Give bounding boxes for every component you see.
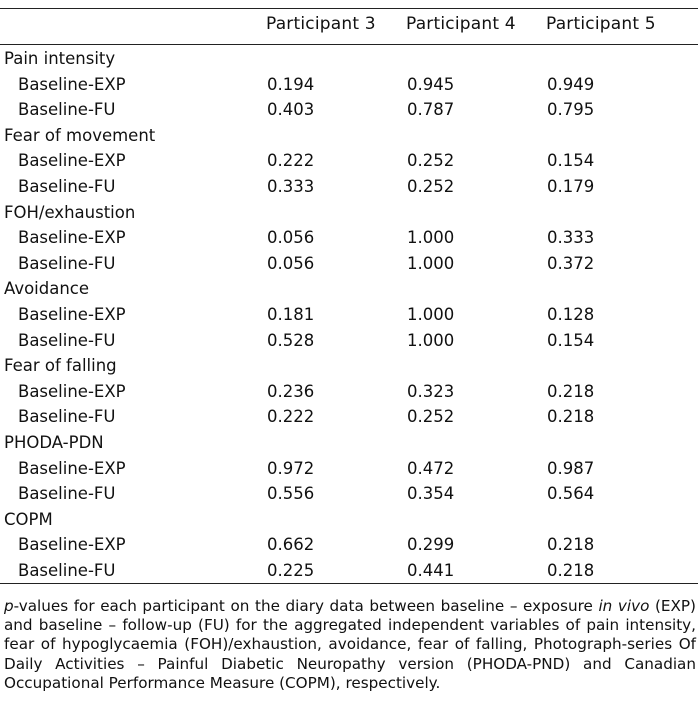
row-label: Baseline-EXP bbox=[18, 381, 126, 401]
table-cell: 0.218 bbox=[547, 535, 595, 555]
column-header-participant-3: Participant 3 bbox=[266, 14, 376, 34]
row-label: Baseline-EXP bbox=[18, 228, 126, 248]
row-label: Baseline-FU bbox=[18, 253, 116, 273]
table-cell: 0.056 bbox=[267, 228, 315, 248]
table-cell: 0.441 bbox=[407, 561, 455, 580]
table-cell: 1.000 bbox=[407, 330, 455, 350]
group-label: Avoidance bbox=[4, 279, 90, 299]
table-cell: 0.128 bbox=[547, 305, 595, 324]
row-label: Baseline-EXP bbox=[18, 74, 126, 94]
table-cell: 0.194 bbox=[267, 74, 315, 94]
table-cell: 0.218 bbox=[547, 407, 595, 427]
table-cell: 1.000 bbox=[407, 228, 455, 248]
table-cell: 0.564 bbox=[547, 484, 595, 504]
group-label: Fear of falling bbox=[4, 356, 117, 376]
table-cell: 1.000 bbox=[407, 253, 455, 273]
caption-in-vivo-italic: in vivo bbox=[598, 597, 650, 615]
table-cell: 0.556 bbox=[267, 484, 315, 504]
table-cell: 0.222 bbox=[267, 151, 315, 171]
table-cell: 0.154 bbox=[547, 330, 595, 350]
row-label: Baseline-FU bbox=[18, 407, 116, 427]
table-cell: 0.795 bbox=[547, 100, 595, 120]
table-cell: 0.222 bbox=[267, 407, 315, 427]
table-cell: 0.299 bbox=[407, 535, 455, 555]
table-cell: 0.972 bbox=[267, 458, 315, 478]
table-cell: 0.528 bbox=[267, 330, 315, 350]
group-label: FOH/exhaustion bbox=[4, 202, 136, 222]
row-label: Baseline-FU bbox=[18, 330, 116, 350]
table-cell: 0.662 bbox=[267, 535, 315, 555]
table-cell: 0.403 bbox=[267, 100, 315, 120]
row-label: Baseline-FU bbox=[18, 561, 116, 580]
caption-p-italic: p bbox=[4, 597, 14, 615]
table-cell: 0.056 bbox=[267, 253, 315, 273]
table-cell: 0.252 bbox=[407, 151, 455, 171]
table-cell: 0.472 bbox=[407, 458, 455, 478]
table-cell: 0.372 bbox=[547, 253, 595, 273]
header-rule bbox=[0, 44, 698, 45]
row-label: Baseline-FU bbox=[18, 177, 116, 196]
table-cell: 0.787 bbox=[407, 100, 455, 120]
row-label: Baseline-FU bbox=[18, 100, 116, 120]
table-caption bbox=[4, 597, 696, 693]
group-label: Fear of movement bbox=[4, 125, 156, 145]
table-cell: 0.949 bbox=[547, 74, 595, 94]
group-label: Pain intensity bbox=[4, 49, 116, 68]
table-cell: 0.945 bbox=[407, 74, 455, 94]
top-rule bbox=[0, 8, 698, 9]
group-label: COPM bbox=[4, 509, 53, 529]
row-label: Baseline-EXP bbox=[18, 151, 126, 171]
table-cell: 0.252 bbox=[407, 177, 455, 196]
table-cell: 0.218 bbox=[547, 381, 595, 401]
table-cell: 0.236 bbox=[267, 381, 315, 401]
column-header-participant-4: Participant 4 bbox=[406, 14, 516, 34]
caption-text-1: -values for each participant on the diary data between baseline – exposure bbox=[13, 597, 599, 615]
table-cell: 0.218 bbox=[547, 561, 595, 580]
row-label: Baseline-FU bbox=[18, 484, 116, 504]
table-cell: 0.354 bbox=[407, 484, 455, 504]
table-cell: 0.225 bbox=[267, 561, 315, 580]
table-cell: 0.154 bbox=[547, 151, 595, 171]
caption-text-2: (EXP) and baseline – follow-up (FU) for the aggregated independent variables of pain intensity, fear of hypoglycaemia (FOH)/exhaustion, avoidance, fear of falling, Photograph-series Of Daily Activities – Painful Diabetic Neuropathy version (PHODA-PND) and Canadian Occupational Performance Measure (COPM), respectively. bbox=[4, 597, 696, 692]
row-label: Baseline-EXP bbox=[18, 458, 126, 478]
column-header-participant-5: Participant 5 bbox=[546, 14, 656, 34]
table-cell: 0.252 bbox=[407, 407, 455, 427]
row-label: Baseline-EXP bbox=[18, 535, 126, 555]
table-cell: 0.181 bbox=[267, 305, 315, 324]
table-cell: 0.323 bbox=[407, 381, 455, 401]
table-cell: 0.333 bbox=[267, 177, 315, 196]
table-cell: 0.179 bbox=[547, 177, 595, 196]
table-cell: 1.000 bbox=[407, 305, 455, 324]
row-label: Baseline-EXP bbox=[18, 305, 126, 324]
group-label: PHODA-PDN bbox=[4, 433, 104, 452]
table-cell: 0.333 bbox=[547, 228, 595, 248]
table-cell: 0.987 bbox=[547, 458, 595, 478]
bottom-rule bbox=[0, 583, 698, 584]
